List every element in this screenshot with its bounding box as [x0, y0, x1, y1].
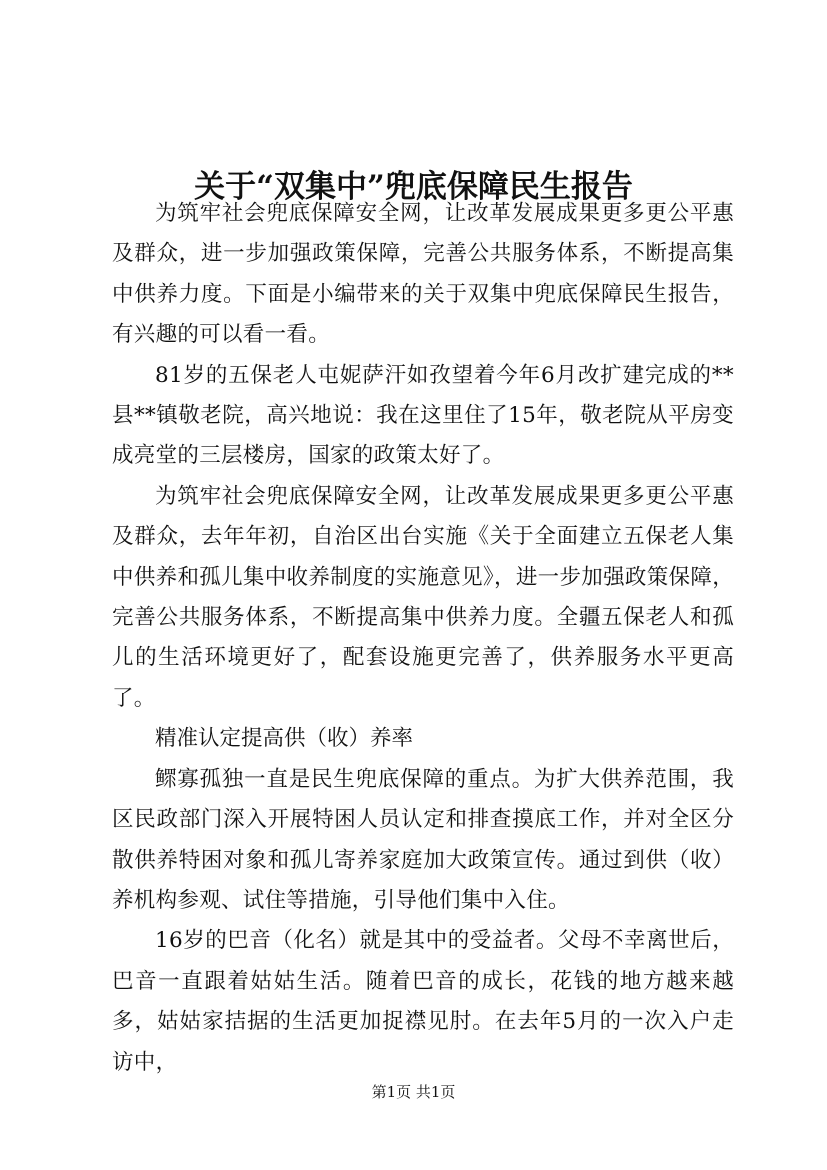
page-footer: 第1页 共1页	[371, 1083, 456, 1101]
document-title: 关于“双集中”兜底保障民生报告	[194, 168, 633, 205]
paragraph-bayin-story: 16岁的巴音（化名）就是其中的受益者。父母不幸离世后，巴音一直跟着姑姑生活。随着巴音的成长，花钱的地方越来越多，姑姑家拮据的生活更加捉襟见肘。在去年5月的一次入户走访中，	[112, 928, 734, 1075]
paragraph-identification: 鳏寡孤独一直是民生兜底保障的重点。为扩大供养范围，我区民政部门深入开展特困人员认定和排查摸底工作，并对全区分散供养特困对象和孤儿寄养家庭加大政策宣传。通过到供（收）养机构参观、试住等措施，引导他们集中入住。	[112, 766, 734, 913]
paragraph-intro: 为筑牢社会兜底保障安全网，让改革发展成果更多更公平惠及群众，进一步加强政策保障，完善公共服务体系，不断提高集中供养力度。下面是小编带来的关于双集中兜底保障民生报告，有兴趣的可以看一看。	[112, 201, 734, 348]
paragraph-elder-story: 81岁的五保老人屯妮萨汗如孜望着今年6月改扩建完成的**县**镇敬老院，高兴地说：我在这里住了15年，敬老院从平房变成亮堂的三层楼房，国家的政策太好了。	[112, 362, 734, 469]
section-heading: 精准认定提高供（收）养率	[155, 726, 414, 752]
document-body	[112, 194, 734, 1083]
paragraph-policy: 为筑牢社会兜底保障安全网，让改革发展成果更多更公平惠及群众，去年年初，自治区出台实施《关于全面建立五保老人集中供养和孤儿集中收养制度的实施意见》，进一步加强政策保障，完善公共服务体系，不断提高集中供养力度。全疆五保老人和孤儿的生活环境更好了，配套设施更完善了，供养服务水平更高了。	[112, 483, 734, 711]
